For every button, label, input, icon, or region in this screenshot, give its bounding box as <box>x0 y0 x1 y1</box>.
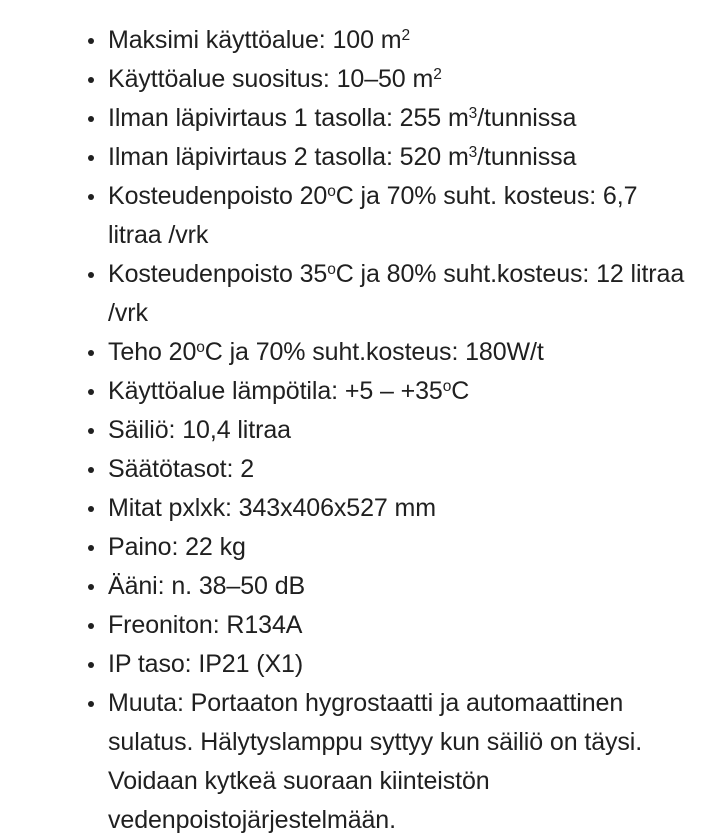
bullet-icon <box>88 506 94 512</box>
superscript-glyph: o <box>196 338 205 356</box>
spec-refrigerant: Freoniton: R134A <box>108 611 303 639</box>
spec-max-area: Maksimi käyttöalue: 100 $m^2$ <box>108 26 410 54</box>
spec-weight: Paino: 22 kg <box>108 533 246 561</box>
spec-recommended-area: Käyttöalue suositus: 10–50 $m^2$ <box>108 65 442 93</box>
superscript-glyph: 2 <box>433 65 442 83</box>
bullet-icon <box>88 428 94 434</box>
bullet-icon <box>88 77 94 83</box>
bullet-icon <box>88 545 94 551</box>
list-item <box>0 450 719 489</box>
spec-noise-level: Ääni: n. 38–50 dB <box>108 572 306 600</box>
superscript-glyph: 2 <box>401 26 410 44</box>
list-item <box>0 684 719 840</box>
spec-tank-capacity: Säiliö: 10,4 litraa <box>108 416 291 444</box>
spec-dehumidification-35c: Kosteudenpoisto 35$^o$C ja 80% suht.kosteus: 12 litraa /vrk <box>108 260 685 327</box>
superscript-glyph: o <box>442 377 452 395</box>
superscript-glyph: 3 <box>468 143 478 161</box>
bullet-icon <box>88 155 94 161</box>
list-item <box>0 60 719 99</box>
superscript-glyph: o <box>327 260 336 278</box>
list-item <box>0 255 719 333</box>
spec-power-consumption: Teho 20$^o$C ja 70% suht.kosteus: 180W/t <box>108 338 544 366</box>
list-item <box>0 333 719 372</box>
bullet-icon <box>88 701 94 707</box>
list-item <box>0 21 719 60</box>
list-item <box>0 489 719 528</box>
list-item <box>0 99 719 138</box>
bullet-icon <box>88 623 94 629</box>
bullet-icon <box>88 389 94 395</box>
bullet-icon <box>88 662 94 668</box>
spec-dimensions: Mitat pxlxk: 343x406x527 mm <box>108 494 437 522</box>
superscript-glyph: 3 <box>468 104 478 122</box>
bullet-icon <box>88 467 94 473</box>
bullet-icon <box>88 38 94 44</box>
spec-operating-temp: Käyttöalue lämpötila: $+5 - +35^oC$ <box>108 377 470 405</box>
superscript-glyph: o <box>327 182 336 200</box>
bullet-icon <box>88 272 94 278</box>
list-item <box>0 528 719 567</box>
list-item <box>0 567 719 606</box>
list-item <box>0 138 719 177</box>
list-item <box>0 645 719 684</box>
bullet-icon <box>88 350 94 356</box>
spec-other-notes: Muuta: Portaaton hygrostaatti ja automaattinen sulatus. Hälytyslamppu syttyy kun säiliö on täysi. Voidaan kytkeä suoraan kiinteistön vedenpoistojärjestelmään. <box>108 689 643 834</box>
spec-ip-rating: IP taso: IP21 (X1) <box>108 650 304 678</box>
list-item <box>0 606 719 645</box>
list-item <box>0 372 719 411</box>
bullet-icon <box>88 194 94 200</box>
spec-airflow-level-2: Ilman läpivirtaus 2 tasolla: 520 $m^3$/tunnissa <box>108 143 577 171</box>
list-item <box>0 411 719 450</box>
bullet-icon <box>88 584 94 590</box>
spec-fan-levels: Säätötasot: 2 <box>108 455 255 483</box>
spec-dehumidification-20c: Kosteudenpoisto 20$^o$C ja 70% suht. kosteus: 6,7 litraa /vrk <box>108 182 638 249</box>
list-item <box>0 177 719 255</box>
spec-airflow-level-1: Ilman läpivirtaus 1 tasolla: 255 $m^3$/tunnissa <box>108 104 577 132</box>
bullet-icon <box>88 116 94 122</box>
